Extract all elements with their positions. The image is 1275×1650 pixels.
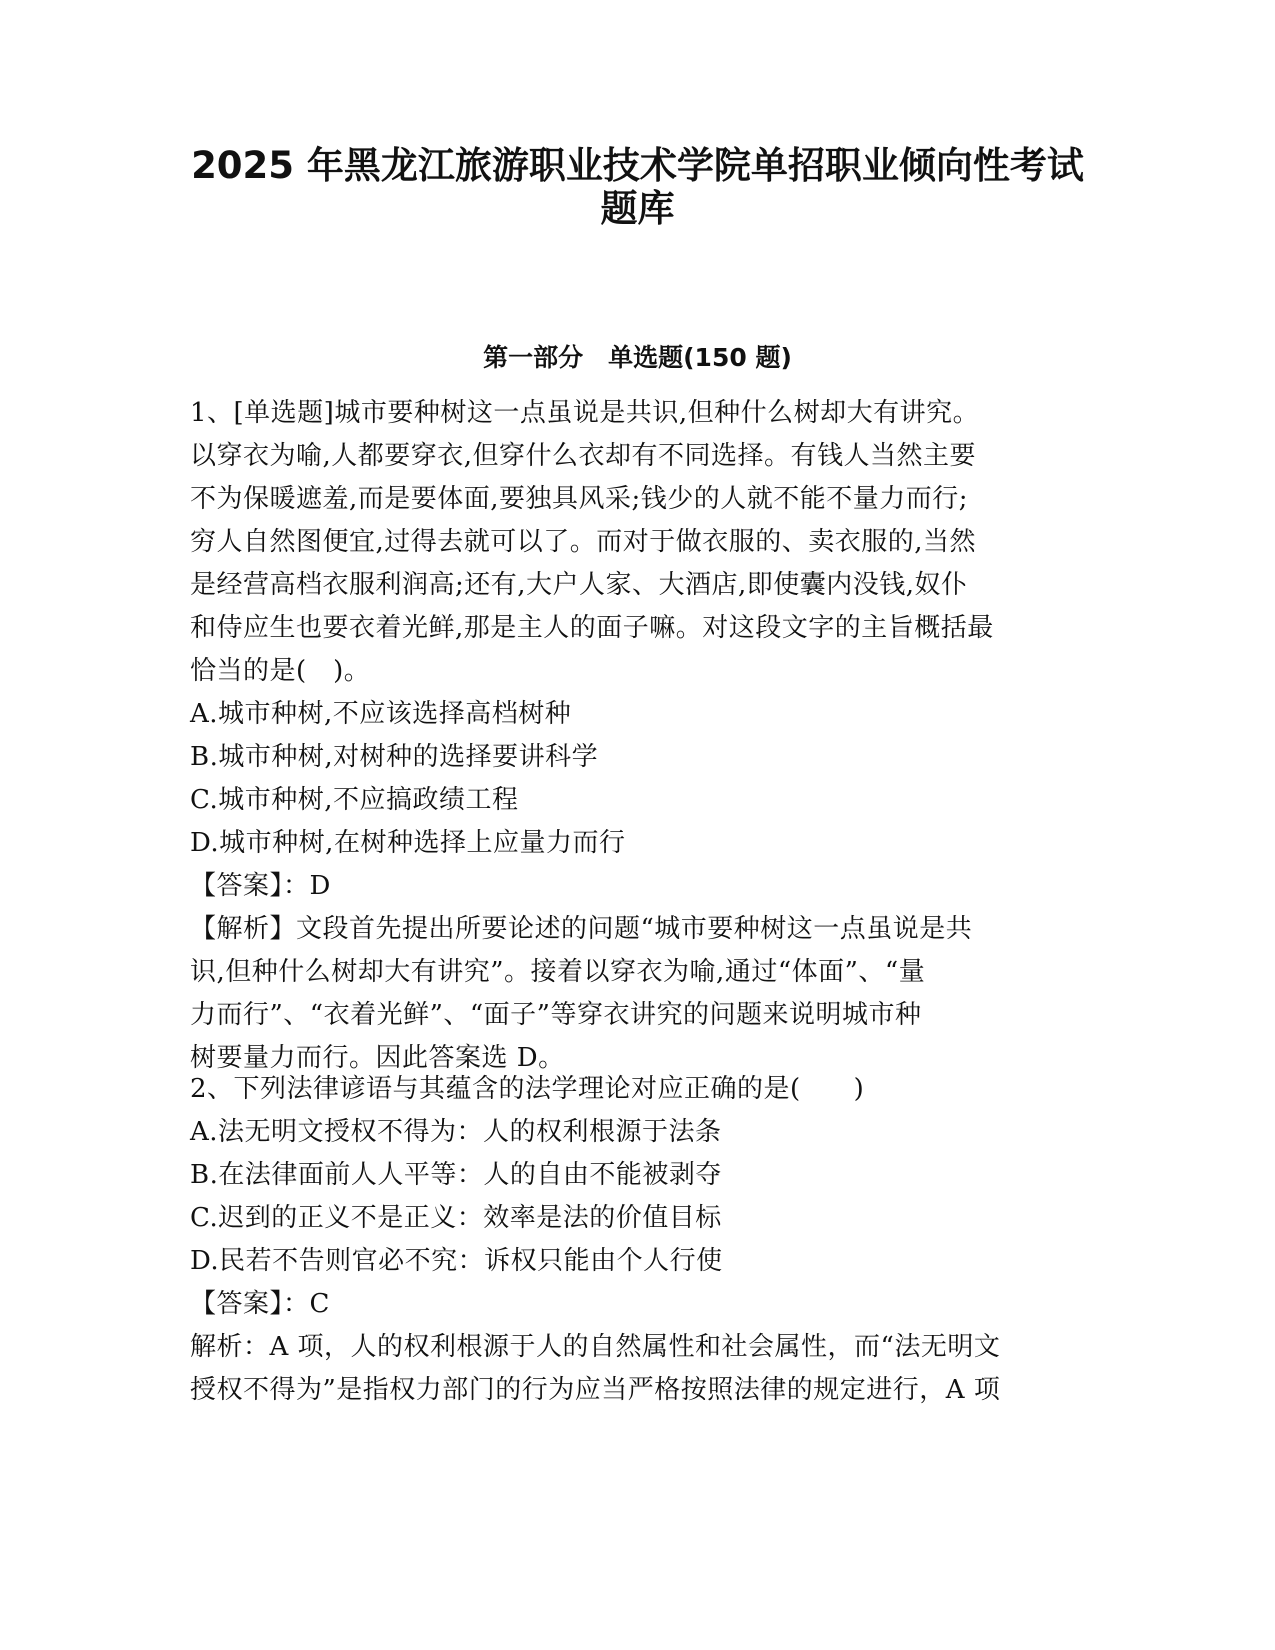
analysis-line: 力而行”、“衣着光鲜”、“面子”等穿衣讲究的问题来说明城市种 <box>190 1000 922 1030</box>
question-1-stem <box>190 392 1080 693</box>
document-title <box>150 138 1125 230</box>
analysis-line: 树要量力而行。因此答案选 D。 <box>190 1043 565 1073</box>
analysis-line: 识,但种什么树却大有讲究”。接着以穿衣为喻,通过“体面”、“量 <box>190 957 926 987</box>
stem-line: 恰当的是( )。 <box>190 656 371 686</box>
stem-line: 以穿衣为喻,人都要穿衣,但穿什么衣却有不同选择。有钱人当然主要 <box>190 441 977 471</box>
title-line-2: 题库 <box>600 187 675 230</box>
analysis-line: 解析：A 项，人的权利根源于人的自然属性和社会属性，而“法无明文 <box>190 1332 1001 1362</box>
option-d: D.城市种树,在树种选择上应量力而行 <box>190 828 626 858</box>
stem-line: 穷人自然图便宜,过得去就可以了。而对于做衣服的、卖衣服的,当然 <box>190 527 977 557</box>
question-1-answer: 【答案】：D <box>190 871 331 901</box>
section-title: 第一部分 单选题(150 题) <box>483 343 792 372</box>
analysis-line: 【解析】文段首先提出所要论述的问题“城市要种树这一点虽说是共 <box>190 914 973 944</box>
question-2-analysis <box>190 1326 1080 1412</box>
option-b: B.在法律面前人人平等：人的自由不能被剥夺 <box>190 1160 722 1190</box>
option-c: C.迟到的正义不是正义：效率是法的价值目标 <box>190 1203 722 1233</box>
stem-line: 1、[单选题]城市要种树这一点虽说是共识,但种什么树却大有讲究。 <box>190 398 980 428</box>
question-1-analysis <box>190 908 1080 1080</box>
question-2-answer: 【答案】：C <box>190 1289 330 1319</box>
stem-line: 是经营高档衣服利润高;还有,大户人家、大酒店,即使囊内没钱,奴仆 <box>190 570 968 600</box>
question-1-options <box>190 693 1080 865</box>
option-d: D.民若不告则官必不究：诉权只能由个人行使 <box>190 1246 723 1276</box>
option-a: A.城市种树,不应该选择高档树种 <box>190 699 572 729</box>
stem-line: 和侍应生也要衣着光鲜,那是主人的面子嘛。对这段文字的主旨概括最 <box>190 613 994 643</box>
option-b: B.城市种树,对树种的选择要讲科学 <box>190 742 599 772</box>
option-a: A.法无明文授权不得为：人的权利根源于法条 <box>190 1117 722 1147</box>
question-2-options <box>190 1111 1080 1283</box>
stem-line: 不为保暖遮羞,而是要体面,要独具风采;钱少的人就不能不量力而行; <box>190 484 969 514</box>
option-c: C.城市种树,不应搞政绩工程 <box>190 785 519 815</box>
question-2 <box>190 1068 1080 1412</box>
question-2-stem <box>190 1068 1080 1111</box>
stem-line: 2、下列法律谚语与其蕴含的法学理论对应正确的是( ) <box>190 1074 865 1104</box>
analysis-line: 授权不得为”是指权力部门的行为应当严格按照法律的规定进行，A 项 <box>190 1375 1001 1405</box>
title-line-1: 2025 年黑龙江旅游职业技术学院单招职业倾向性考试 <box>191 144 1084 187</box>
question-1 <box>190 392 1080 1080</box>
